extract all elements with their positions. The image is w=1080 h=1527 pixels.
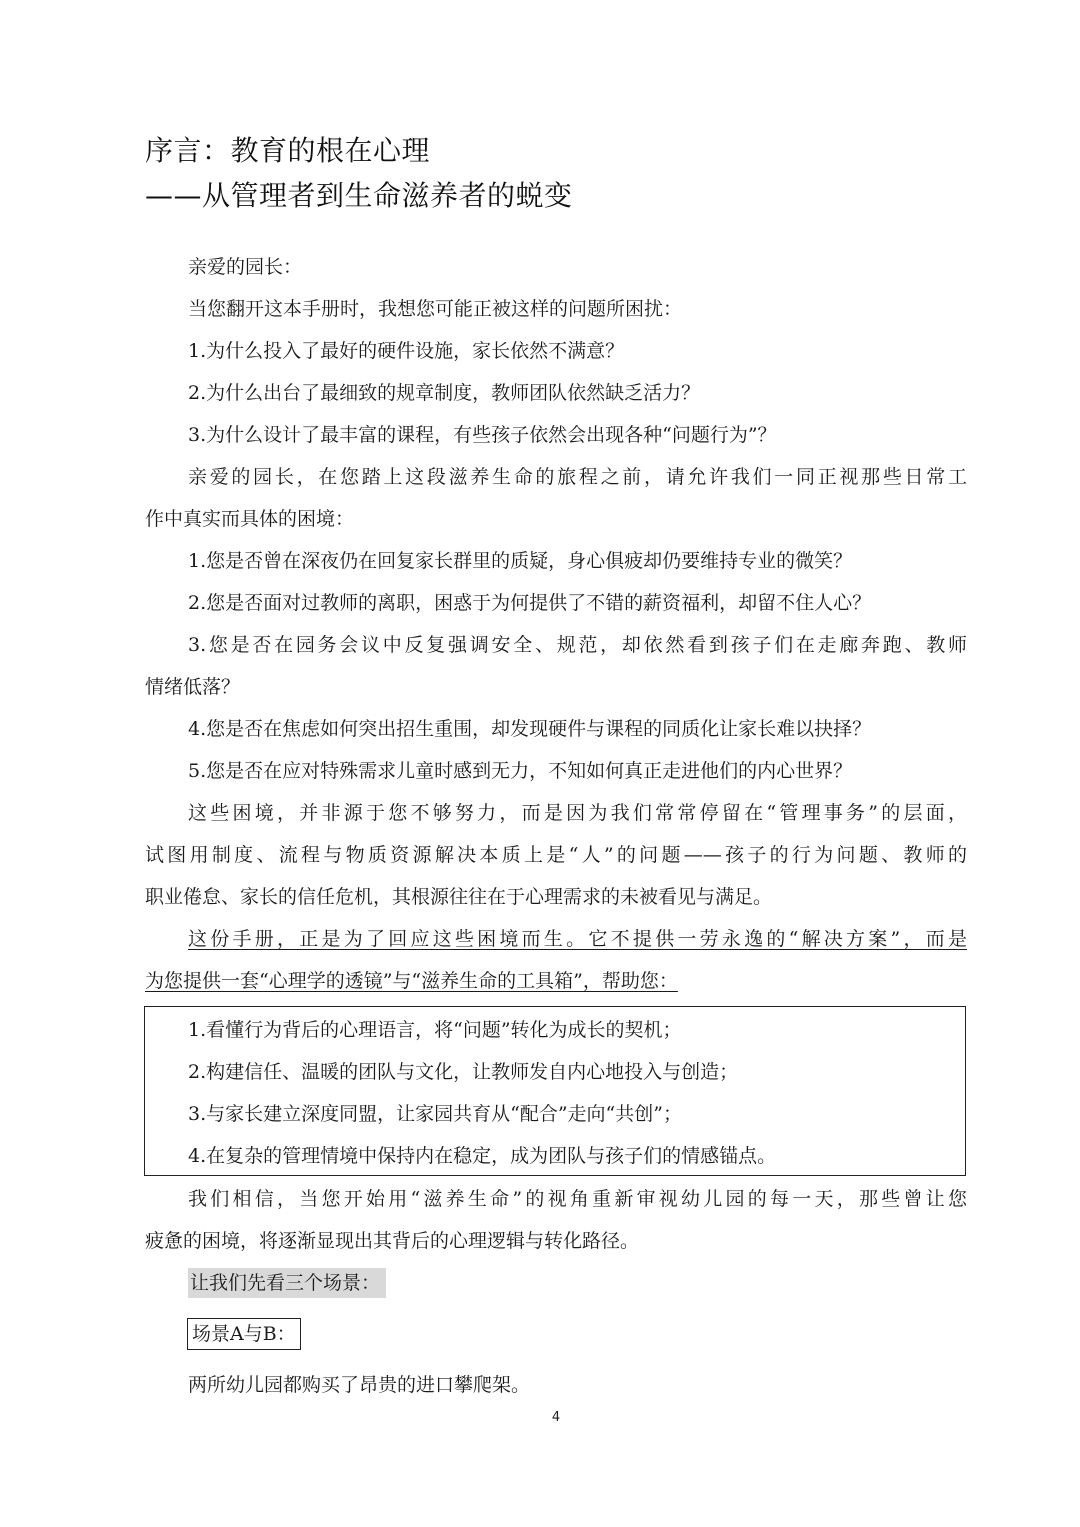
purpose-paragraph-line-1: 这份手册，正是为了回应这些困境而生。它不提供一劳永逸的“解决方案”，而是 xyxy=(188,928,967,950)
reason-paragraph-line-2: 试图用制度、流程与物质资源解决本质上是“人”的问题——孩子的行为问题、教师的 xyxy=(145,844,967,866)
invite-paragraph-line-1: 亲爱的园长，在您踏上这段滋养生命的旅程之前，请允许我们一同正视那些日常工 xyxy=(188,466,967,488)
dilemma-1: 1.您是否曾在深夜仍在回复家长群里的质疑，身心俱疲却仍要维持专业的微笑？ xyxy=(188,550,853,572)
invite-paragraph-line-2: 作中真实而具体的困境： xyxy=(145,508,355,530)
scene-text: 两所幼儿园都购买了昂贵的进口攀爬架。 xyxy=(188,1374,531,1396)
page-number: 4 xyxy=(551,1410,561,1425)
page-title: 序言：教育的根在心理 xyxy=(145,134,431,167)
belief-paragraph-line-2: 疲惫的困境，将逐渐显现出其背后的心理逻辑与转化路径。 xyxy=(145,1230,640,1252)
help-items-box xyxy=(144,1006,966,1176)
question-2: 2.为什么出台了最细致的规章制度，教师团队依然缺乏活力？ xyxy=(188,382,701,404)
help-item-2: 2.构建信任、温暖的团队与文化，让教师发自内心地投入与创造； xyxy=(188,1061,739,1083)
help-item-3: 3.与家长建立深度同盟，让家园共育从“配合”走向“共创”； xyxy=(188,1103,682,1125)
scenes-heading: 让我们先看三个场景： xyxy=(188,1268,386,1298)
salutation: 亲爱的园长： xyxy=(188,256,303,278)
scene-label: 场景A与B： xyxy=(187,1318,301,1350)
intro-paragraph: 当您翻开这本手册时，我想您可能正被这样的问题所困扰： xyxy=(188,298,683,320)
dilemma-3-line-1: 3.您是否在园务会议中反复强调安全、规范，却依然看到孩子们在走廊奔跑、教师 xyxy=(188,634,967,656)
question-3: 3.为什么设计了最丰富的课程，有些孩子依然会出现各种“问题行为”？ xyxy=(188,424,777,446)
help-item-4: 4.在复杂的管理情境中保持内在稳定，成为团队与孩子们的情感锚点。 xyxy=(188,1145,777,1167)
page-subtitle: ——从管理者到生命滋养者的蜕变 xyxy=(145,179,573,212)
dilemma-3-line-2: 情绪低落？ xyxy=(145,676,241,698)
reason-paragraph-line-3: 职业倦怠、家长的信任危机，其根源往往在于心理需求的未被看见与满足。 xyxy=(145,886,773,908)
dilemma-4: 4.您是否在焦虑如何突出招生重围，却发现硬件与课程的同质化让家长难以抉择？ xyxy=(188,718,872,740)
reason-paragraph-line-1: 这些困境，并非源于您不够努力，而是因为我们常常停留在“管理事务”的层面， xyxy=(188,802,967,824)
belief-paragraph-line-1: 我们相信，当您开始用“滋养生命”的视角重新审视幼儿园的每一天，那些曾让您 xyxy=(188,1188,967,1210)
dilemma-5: 5.您是否在应对特殊需求儿童时感到无力，不知如何真正走进他们的内心世界？ xyxy=(188,760,853,782)
question-1: 1.为什么投入了最好的硬件设施，家长依然不满意？ xyxy=(188,340,625,362)
help-item-1: 1.看懂行为背后的心理语言，将“问题”转化为成长的契机； xyxy=(188,1019,682,1041)
purpose-paragraph-line-2: 为您提供一套“心理学的透镜”与“滋养生命的工具箱”，帮助您： xyxy=(145,970,678,992)
dilemma-2: 2.您是否面对过教师的离职，困惑于为何提供了不错的薪资福利，却留不住人心？ xyxy=(188,592,872,614)
